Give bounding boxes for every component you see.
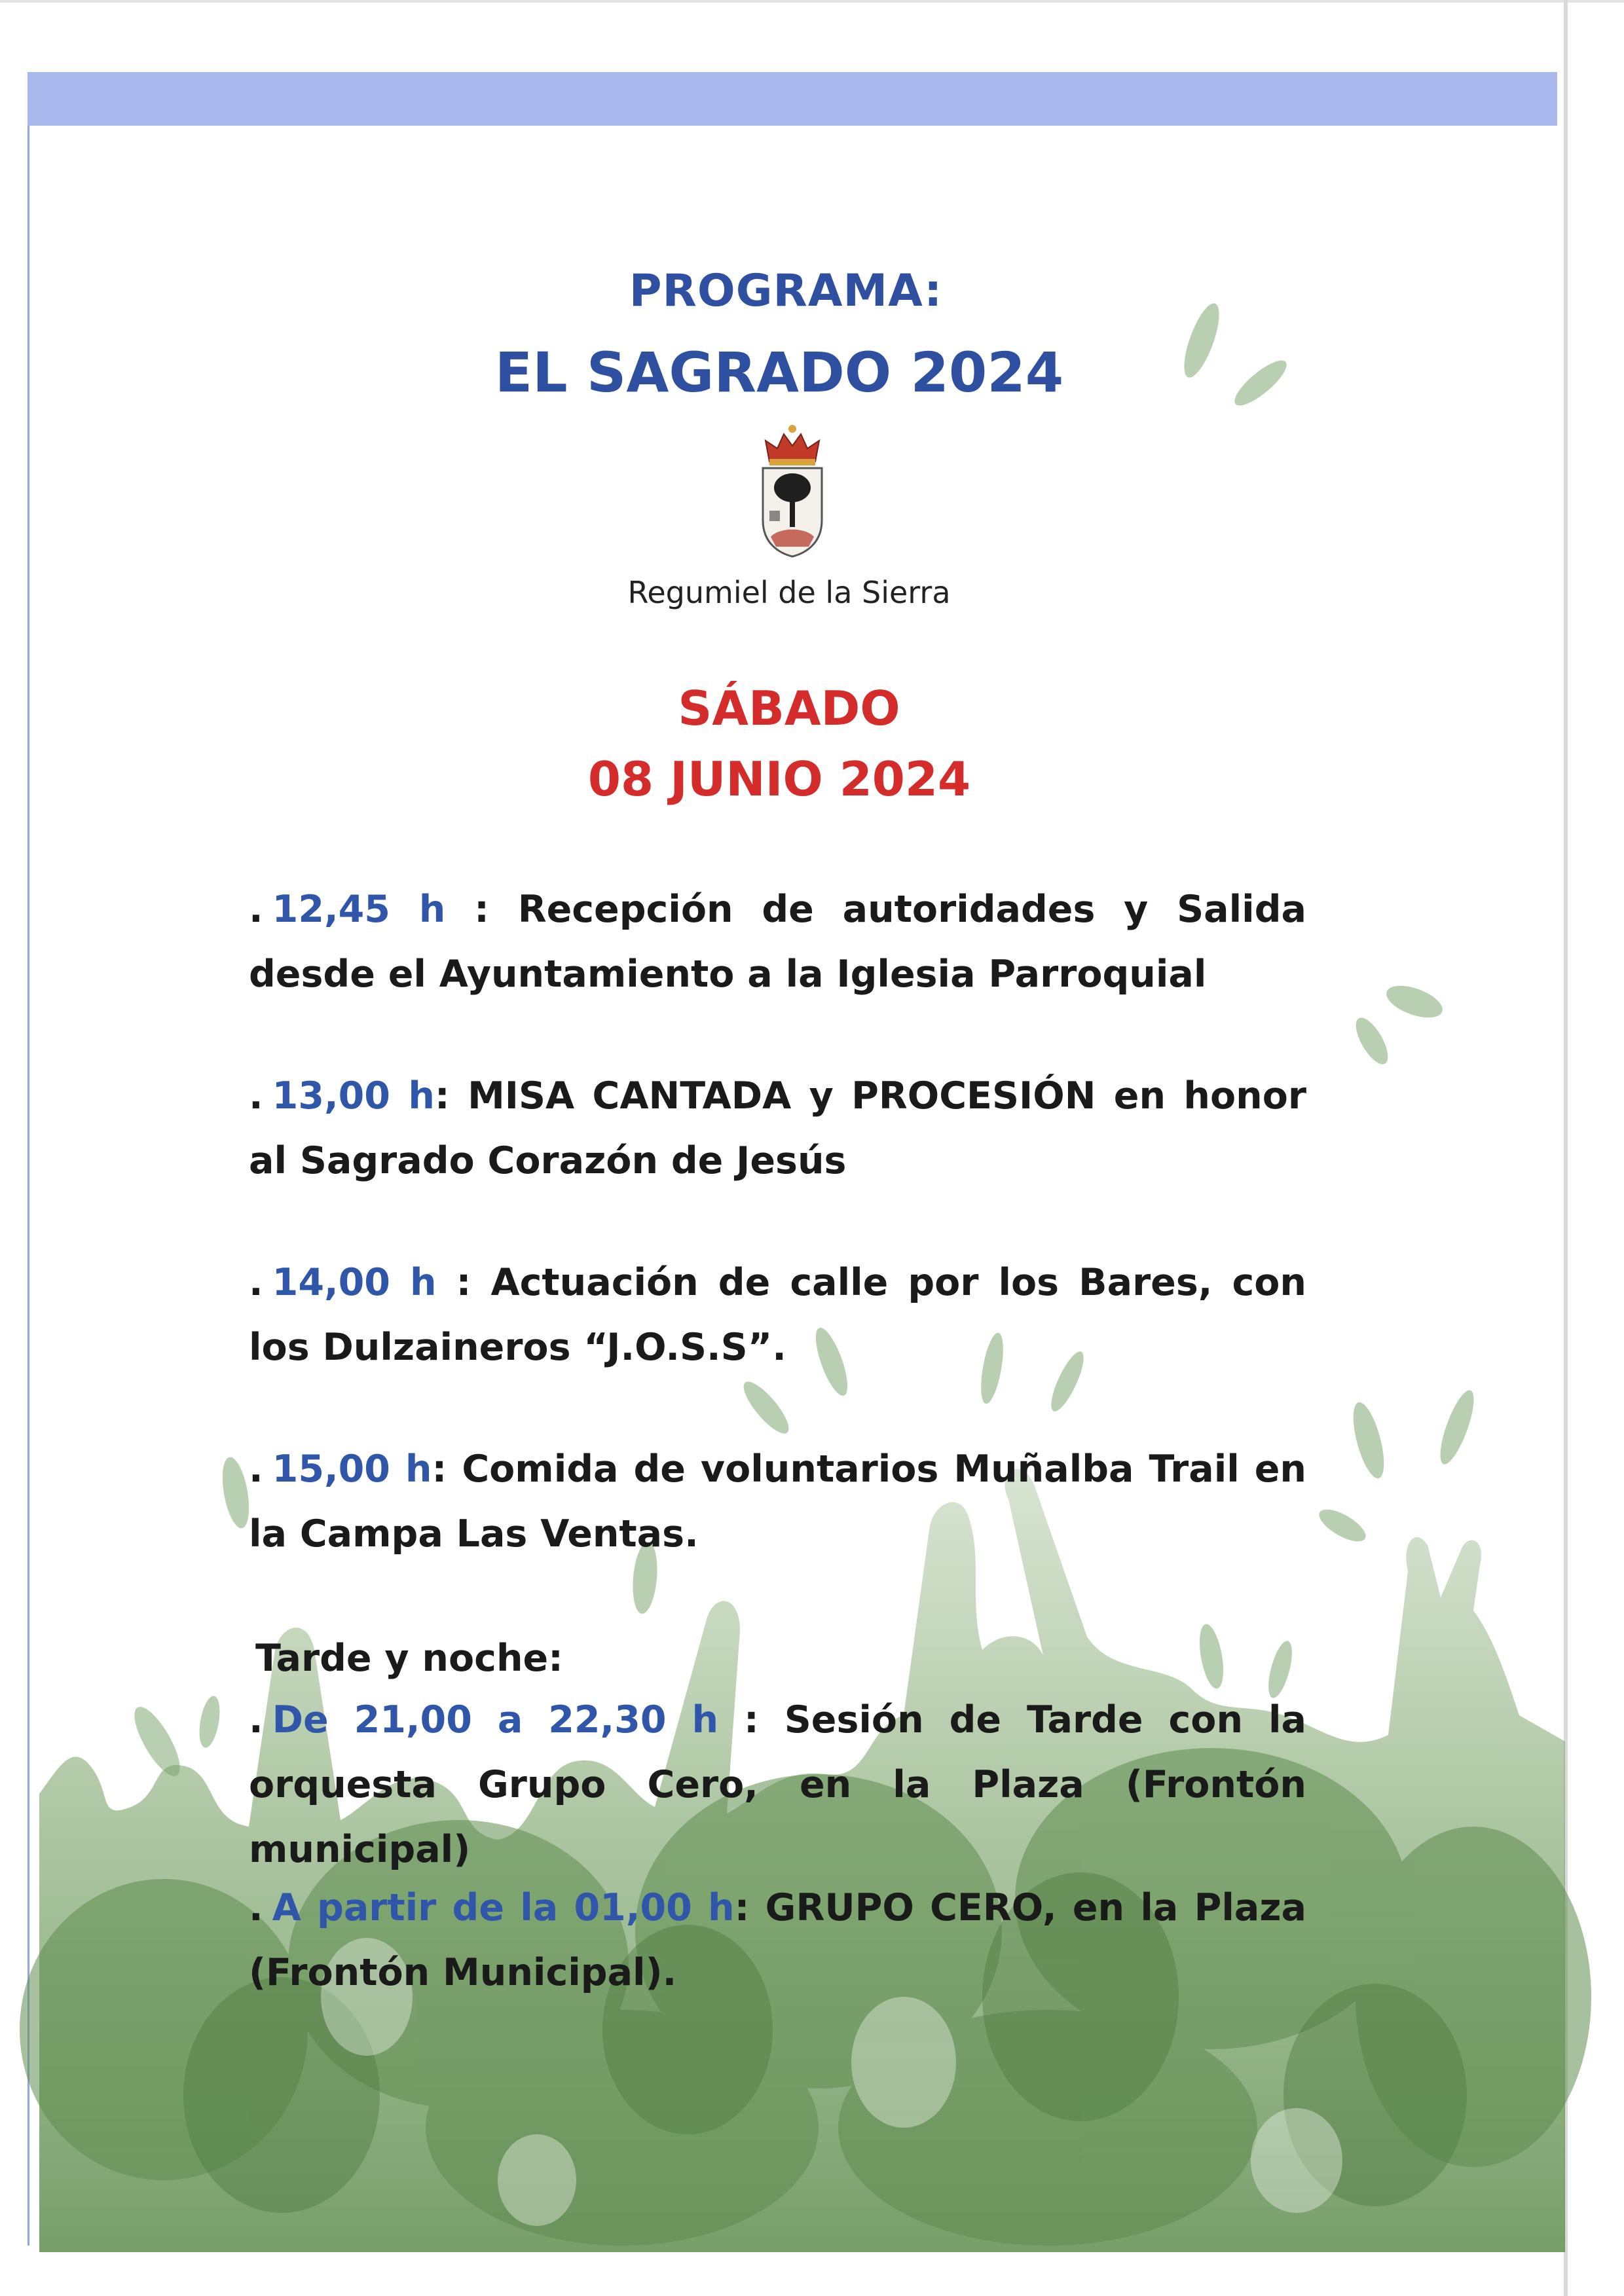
schedule-text: Actuación de calle por los Bares, con los Dulzaineros “J.O.S.S”. (249, 1261, 1306, 1369)
event-day: SÁBADO (678, 681, 900, 736)
schedule-item: . 12,45 h : Recepción de autoridades y Salida desde el Ayuntamiento a la Iglesia Parroquial (249, 888, 1306, 996)
evening-item: . De 21,00 a 22,30 h : Sesión de Tarde con la orquesta Grupo Cero, en la Plaza (Frontón municipal) (249, 1698, 1306, 1871)
schedule-text: GRUPO CERO, en la Plaza (Frontón Municipal). (249, 1886, 1306, 1994)
evening-heading: Tarde y noche: (255, 1637, 563, 1680)
schedule-item: . 13,00 h: MISA CANTADA y PROCESIÓN en honor al Sagrado Corazón de Jesús (249, 1074, 1306, 1182)
schedule-time: 13,00 h (272, 1074, 435, 1118)
top-color-band (28, 72, 1557, 126)
schedule-time: 15,00 h (272, 1448, 432, 1491)
evening-item: . A partir de la 01,00 h: GRUPO CERO, en la Plaza (Frontón Municipal). (249, 1886, 1306, 1994)
event-date: 08 JUNIO 2024 (587, 752, 971, 807)
program-title: PROGRAMA: (629, 265, 943, 317)
schedule-text: Recepción de autoridades y Salida desde el Ayuntamiento a la Iglesia Parroquial (249, 888, 1306, 996)
schedule-text: Sesión de Tarde con la orquesta Grupo Cero, en la Plaza (Frontón municipal) (249, 1698, 1306, 1871)
schedule-time: 12,45 h (272, 888, 446, 931)
schedule-item: . 14,00 h : Actuación de calle por los Bares, con los Dulzaineros “J.O.S.S”. (249, 1261, 1306, 1369)
schedule-time: 14,00 h (272, 1261, 437, 1304)
schedule-item: . 15,00 h: Comida de voluntarios Muñalba Trail en la Campa Las Ventas. (249, 1448, 1306, 1556)
town-name: Regumiel de la Sierra (627, 575, 951, 610)
schedule-text: MISA CANTADA y PROCESIÓN en honor al Sagrado Corazón de Jesús (249, 1074, 1306, 1182)
schedule-text: Comida de voluntarios Muñalba Trail en la Campa Las Ventas. (249, 1448, 1306, 1556)
event-title: EL SAGRADO 2024 (494, 340, 1064, 405)
schedule-time: De 21,00 a 22,30 h (272, 1698, 719, 1741)
schedule-time: A partir de la 01,00 h (272, 1886, 735, 1929)
coat-of-arms-icon (756, 422, 828, 560)
